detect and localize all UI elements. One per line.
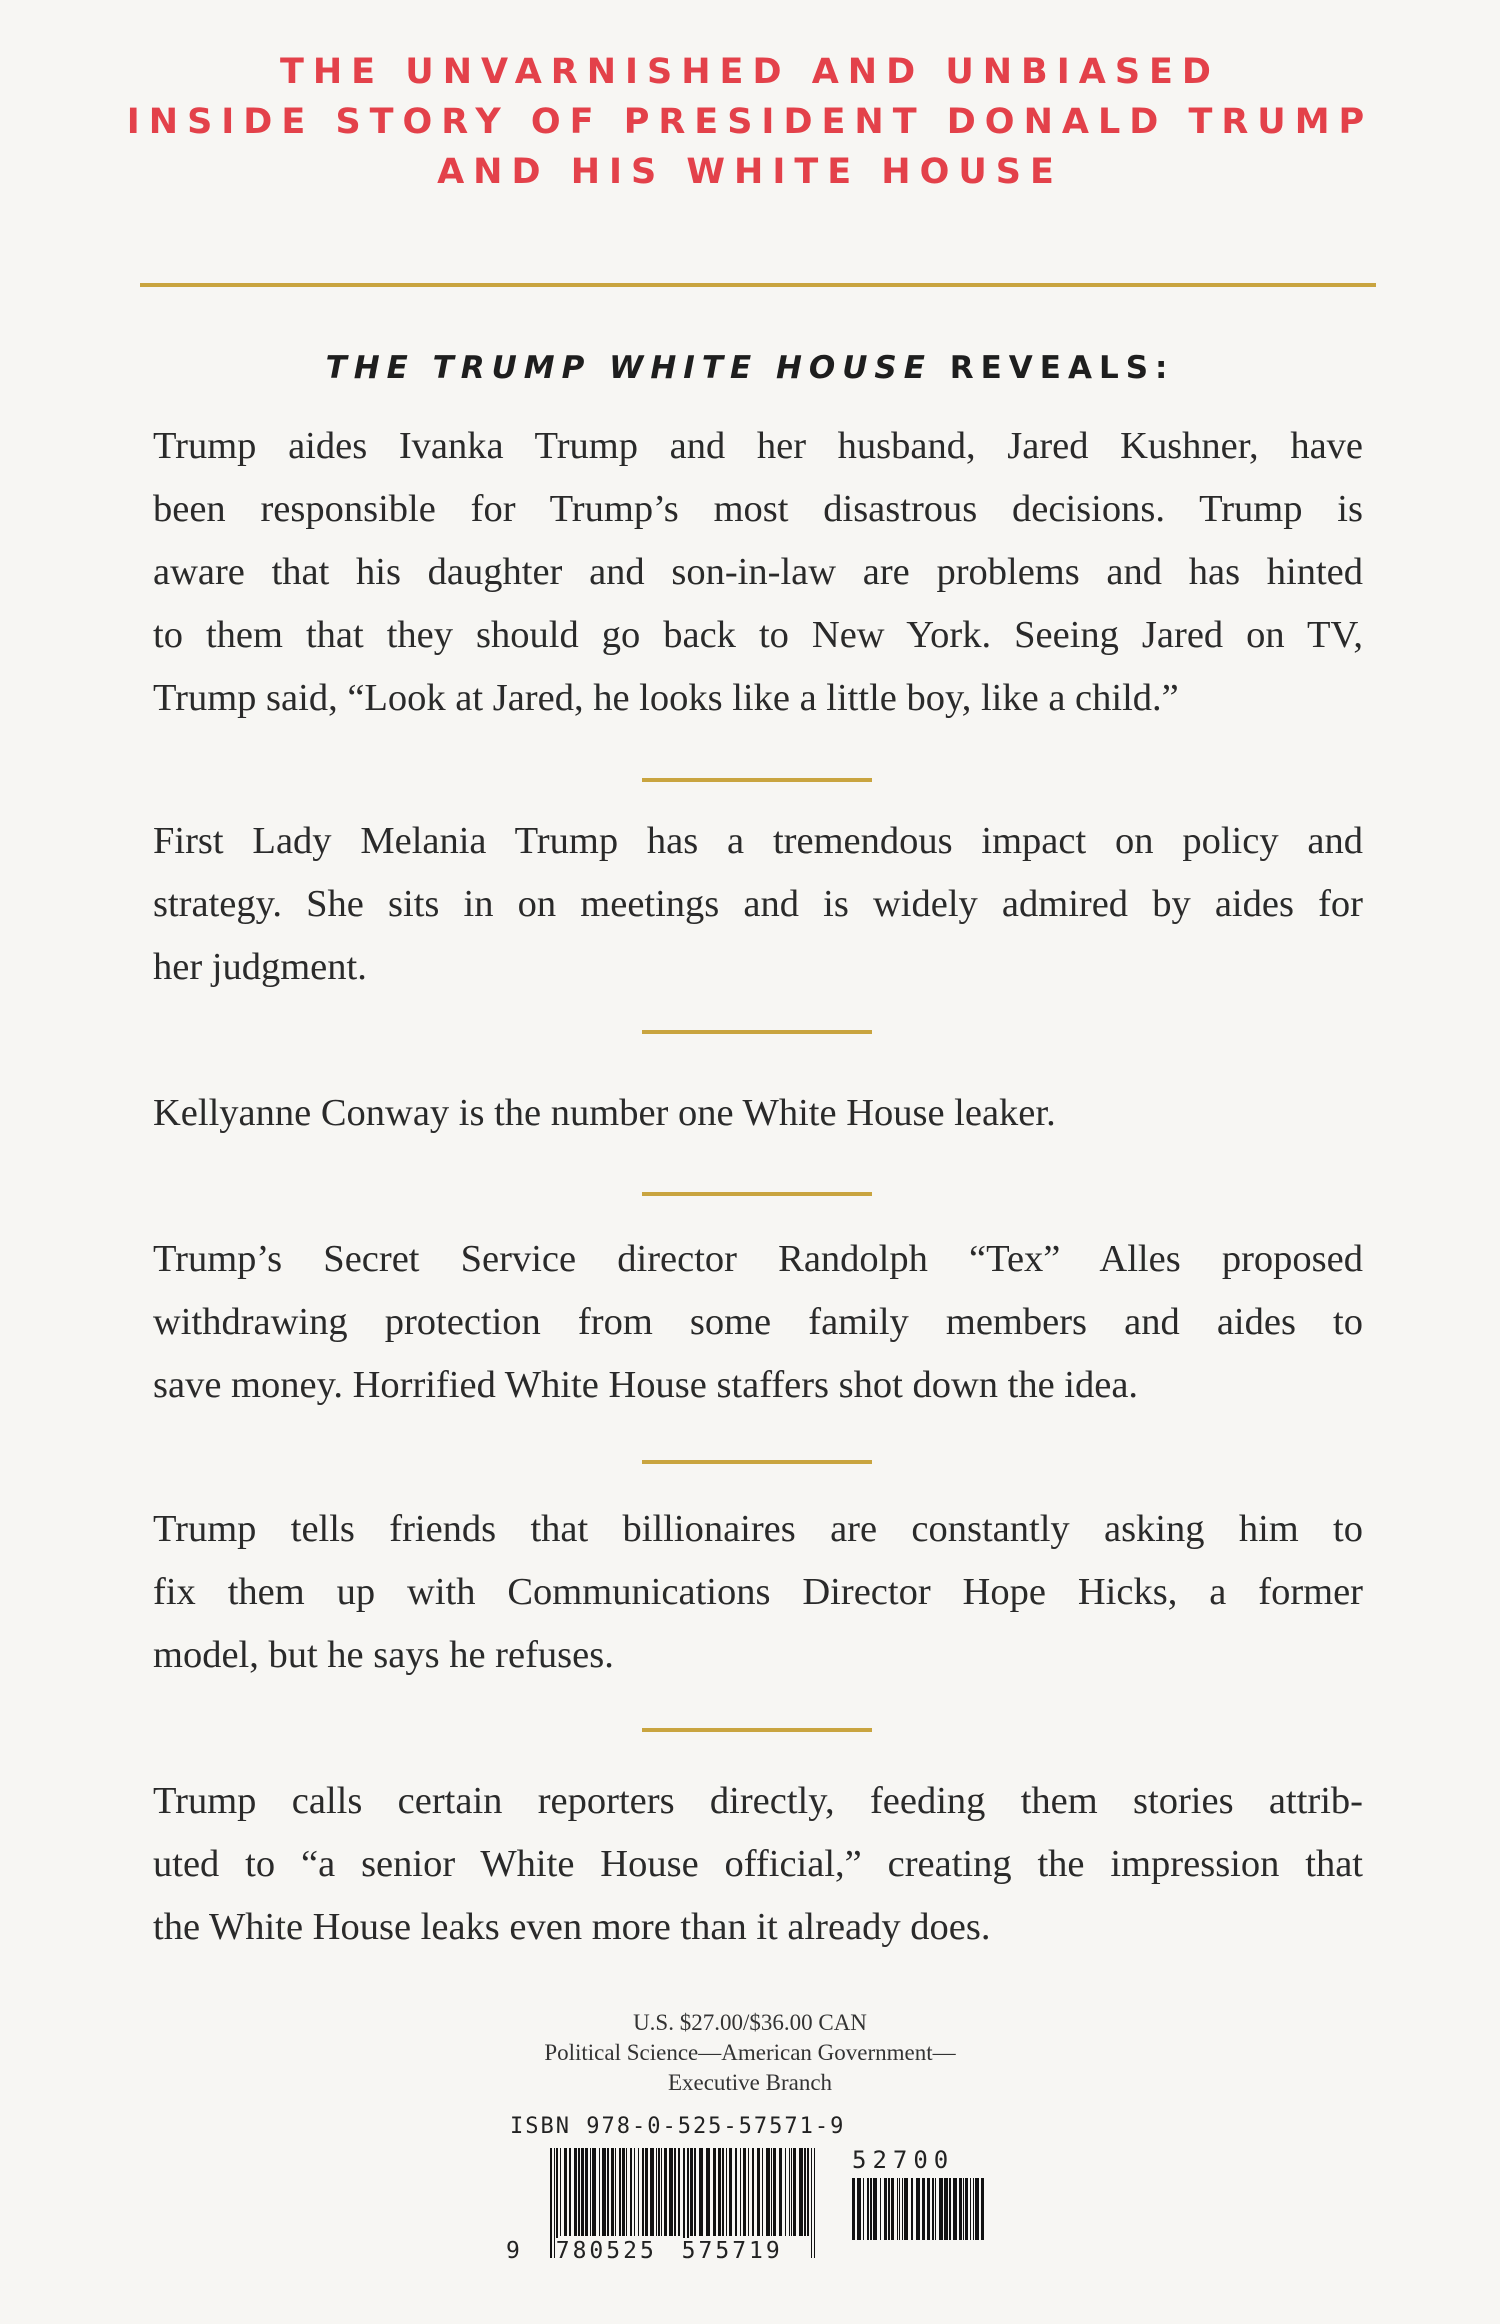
barcode-bar	[779, 2148, 782, 2236]
barcode-bar	[664, 2148, 667, 2236]
gold-rule-top	[140, 283, 1376, 287]
barcode-bar	[650, 2148, 654, 2236]
reveals-heading	[0, 350, 1500, 386]
gold-divider	[642, 1030, 872, 1034]
barcode-bar	[963, 2178, 964, 2240]
barcode-bar	[564, 2148, 567, 2236]
barcode-bar	[789, 2148, 790, 2236]
reveals-label: REVEALS:	[949, 350, 1175, 386]
headline-line-2: INSIDE STORY OF PRESIDENT DONALD TRUMP	[126, 102, 1374, 142]
barcode-bar	[729, 2148, 732, 2236]
barcode-bar	[791, 2148, 792, 2236]
barcode-bar	[615, 2148, 616, 2236]
reveal-paragraph-2	[153, 810, 1363, 999]
barcode-bar	[713, 2148, 716, 2236]
barcode-bar	[902, 2178, 903, 2240]
paragraph-line: Trump said, “Look at Jared, he looks like a little boy, like a child.”	[153, 677, 1179, 719]
barcode-bar	[690, 2148, 693, 2236]
barcode-bar	[726, 2148, 727, 2236]
paragraph-line: model, but he says he refuses.	[153, 1634, 614, 1676]
barcode-bar	[743, 2148, 746, 2236]
barcode-bar	[590, 2148, 591, 2236]
barcode-bar	[740, 2148, 741, 2236]
barcode-bar	[857, 2178, 861, 2240]
barcode-bar	[658, 2148, 660, 2236]
paragraph-line: save money. Horrified White House staffers shot down the idea.	[153, 1364, 1139, 1406]
paragraph-line: Trump tells friends that billionaires are constantly asking him to	[153, 1508, 1363, 1550]
gold-divider	[642, 1460, 872, 1464]
barcode-bar	[785, 2148, 786, 2236]
reveal-paragraph-3	[153, 1082, 1363, 1145]
barcode-bar	[674, 2148, 676, 2236]
paragraph-line: strategy. She sits in on meetings and is widely admired by aides for	[153, 883, 1363, 925]
paragraph-line: fix them up with Communications Director Hope Hicks, a former	[153, 1571, 1363, 1613]
barcode-bar	[771, 2148, 772, 2236]
barcode-bar	[922, 2178, 925, 2240]
barcode-bar	[949, 2178, 951, 2240]
barcode-bar	[638, 2148, 639, 2236]
paragraph-line: the White House leaks even more than it already does.	[153, 1906, 991, 1948]
barcode-bar	[599, 2148, 600, 2236]
paragraph-line: Trump aides Ivanka Trump and her husband, Jared Kushner, have	[153, 425, 1363, 467]
barcode-bar	[884, 2178, 887, 2240]
paragraph-line: uted to “a senior White House official,” creating the impression that	[153, 1843, 1363, 1885]
paragraph-line: First Lady Melania Trump has a tremendous impact on policy and	[153, 820, 1363, 862]
barcode-bar	[634, 2148, 635, 2236]
barcode-bar	[578, 2148, 580, 2236]
barcode-bar	[870, 2178, 872, 2240]
barcode-bar	[642, 2148, 644, 2236]
barcode-bar	[574, 2148, 577, 2236]
barcode-bar	[939, 2178, 943, 2240]
paragraph-line: been responsible for Trump’s most disastrous decisions. Trump is	[153, 488, 1363, 530]
barcode-bar	[735, 2148, 737, 2236]
barcode-bar	[970, 2178, 971, 2240]
reveal-paragraph-4	[153, 1228, 1363, 1417]
barcode-bar	[799, 2148, 803, 2236]
barcode-bar	[944, 2178, 948, 2240]
barcode-bar	[607, 2148, 609, 2236]
barcode-bar	[804, 2148, 806, 2236]
barcode-bar	[899, 2178, 900, 2240]
barcode-bar	[669, 2148, 673, 2236]
barcode-bar	[611, 2148, 614, 2236]
price: U.S. $27.00/$36.00 CAN	[633, 2010, 867, 2035]
barcode-bar	[904, 2178, 908, 2240]
barcode-bar	[873, 2178, 877, 2240]
barcode-lead-digit: 9	[506, 2238, 523, 2264]
headline-line-1: THE UNVARNISHED AND UNBIASED	[280, 52, 1220, 92]
barcode-bar	[888, 2178, 890, 2240]
barcode-group-2: 575719	[681, 2238, 783, 2264]
barcode-bar	[927, 2178, 930, 2240]
barcode-bar	[722, 2148, 724, 2236]
barcode-bar	[867, 2178, 869, 2240]
barcode-bar	[852, 2178, 855, 2240]
barcode-bar	[699, 2148, 703, 2236]
barcode-bar	[645, 2148, 648, 2236]
barcode-bar	[863, 2178, 864, 2240]
barcode-bar	[678, 2148, 680, 2236]
barcode-bar	[619, 2148, 621, 2236]
barcode-group-1: 780525	[555, 2238, 657, 2264]
barcode-bar	[935, 2178, 936, 2240]
barcode-bar	[911, 2178, 913, 2240]
barcode-bar	[656, 2148, 657, 2236]
paragraph-line: withdrawing protection from some family members and aides to	[153, 1301, 1363, 1343]
barcode-bar	[897, 2178, 898, 2240]
category-line-2: Executive Branch	[667, 2070, 833, 2095]
barcode-bar	[585, 2148, 588, 2236]
paragraph-line: her judgment.	[153, 946, 367, 988]
barcode-bar	[718, 2148, 721, 2236]
barcode-bar	[975, 2178, 979, 2240]
barcode-bar	[630, 2148, 632, 2236]
reveal-paragraph-1	[153, 415, 1363, 730]
gold-divider	[642, 778, 872, 782]
barcode-bar	[880, 2178, 881, 2240]
isbn-label: ISBN 978-0-525-57571-9	[510, 2114, 846, 2139]
barcode-bar	[592, 2148, 596, 2236]
barcode-bar	[973, 2178, 974, 2240]
category-line-1: Political Science—American Government—	[544, 2040, 956, 2065]
barcode-bar	[793, 2148, 796, 2236]
barcode-bar	[626, 2148, 627, 2236]
headline-line-3: AND HIS WHITE HOUSE	[437, 152, 1063, 192]
barcode-digits	[505, 2238, 784, 2264]
barcode-bar	[560, 2148, 561, 2236]
paragraph-line: to them that they should go back to New York. Seeing Jared on TV,	[153, 614, 1363, 656]
barcode-bar	[965, 2178, 968, 2240]
barcode-bar	[622, 2148, 625, 2236]
barcode-bar	[694, 2148, 696, 2236]
gold-divider	[642, 1192, 872, 1196]
barcode-bar	[814, 2148, 815, 2258]
barcode-bar	[811, 2148, 812, 2258]
barcode-bar	[706, 2148, 710, 2236]
barcode-bar	[581, 2148, 584, 2236]
barcode-bar	[773, 2148, 776, 2236]
barcode-bar	[752, 2148, 754, 2236]
barcode-bar	[981, 2178, 984, 2240]
paragraph-line: Trump’s Secret Service director Randolph “Tex” Alles proposed	[153, 1238, 1363, 1280]
gold-divider	[642, 1728, 872, 1732]
barcode-bar	[959, 2178, 962, 2240]
reveals-title: THE TRUMP WHITE HOUSE	[325, 350, 932, 386]
barcode-bar	[762, 2148, 763, 2236]
barcode-bar	[807, 2148, 809, 2236]
barcode-bar	[602, 2148, 606, 2236]
barcode-bar	[748, 2148, 749, 2236]
reveal-paragraph-6	[153, 1770, 1363, 1959]
price-addon-barcode	[850, 2178, 986, 2262]
paragraph-line: Trump calls certain reporters directly, feeding them stories attrib-	[153, 1780, 1363, 1822]
barcode-bar	[661, 2148, 662, 2236]
barcode-bar	[757, 2148, 760, 2236]
paragraph-line: aware that his daughter and son-in-law are problems and has hinted	[153, 551, 1363, 593]
price-addon-digits: 52700	[852, 2146, 955, 2174]
barcode-bar	[932, 2178, 934, 2240]
barcode-bar	[569, 2148, 571, 2236]
barcode-bar	[953, 2178, 957, 2240]
barcode-bar	[766, 2148, 770, 2236]
reveal-paragraph-5	[153, 1498, 1363, 1687]
barcode-bar	[891, 2178, 894, 2240]
barcode-bar	[916, 2178, 920, 2240]
paragraph-line: Kellyanne Conway is the number one White House leaker.	[153, 1092, 1056, 1134]
